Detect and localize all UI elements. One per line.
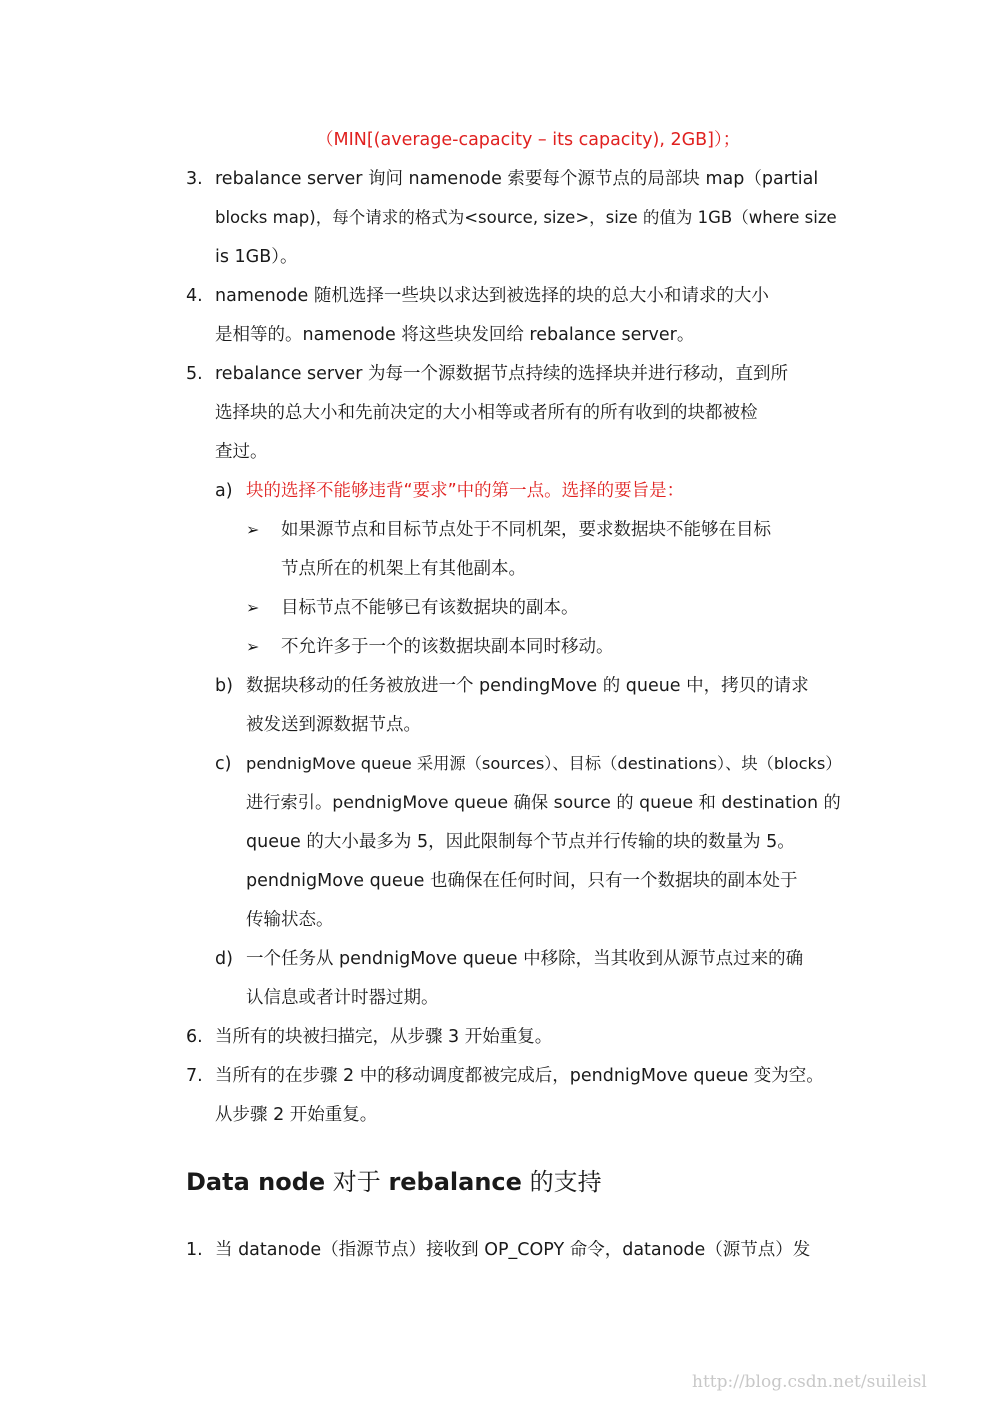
- item-c-line3: queue 的大小最多为 5，因此限制每个节点并行传输的块的数量为 5。: [246, 832, 795, 852]
- list-number-6: 6.: [186, 1027, 203, 1047]
- bullet2-line: 目标节点不能够已有该数据块的副本。: [281, 598, 579, 618]
- formula-line: （MIN[(average-capacity – its capacity), 2GB]）；: [316, 130, 741, 150]
- item5-line2: 选择块的总大小和先前决定的大小相等或者所有的所有收到的块都被检: [215, 403, 758, 423]
- sublist-marker-b: b): [215, 676, 233, 696]
- sublist-marker-d: d): [215, 949, 233, 969]
- item3-line1: rebalance server 询问 namenode 索要每个源节点的局部块 map（partial: [215, 169, 819, 189]
- bullet3-line: 不允许多于一个的该数据块副本同时移动。: [281, 637, 614, 657]
- arrow-bullet-icon: ➢: [246, 637, 260, 656]
- item6-line: 当所有的块被扫描完，从步骤 3 开始重复。: [215, 1027, 553, 1047]
- item-c-line1: pendnigMove queue 采用源（sources）、目标（destinations）、块（blocks）: [246, 754, 842, 773]
- watermark-url: http://blog.csdn.net/suileisl: [692, 1372, 927, 1392]
- item7-line1: 当所有的在步骤 2 中的移动调度都被完成后，pendnigMove queue 变为空。: [215, 1066, 824, 1086]
- heading-part-rebalance: rebalance: [388, 1168, 522, 1196]
- item4-line2: 是相等的。namenode 将这些块发回给 rebalance server。: [215, 325, 695, 345]
- item-d-line2: 认信息或者计时器过期。: [246, 988, 439, 1008]
- item-c-line5: 传输状态。: [246, 910, 334, 930]
- list-number-1: 1.: [186, 1240, 203, 1260]
- list-number-7: 7.: [186, 1066, 203, 1086]
- arrow-bullet-icon: ➢: [246, 520, 260, 539]
- item-c-line4: pendnigMove queue 也确保在任何时间，只有一个数据块的副本处于: [246, 871, 798, 891]
- bullet1-line1: 如果源节点和目标节点处于不同机架，要求数据块不能够在目标: [281, 520, 771, 540]
- sublist-marker-a: a): [215, 481, 233, 501]
- item3-line2: blocks map)，每个请求的格式为<source, size>，size 的值为 1GB（where size: [215, 208, 837, 227]
- heading-part-datanode: Data node: [186, 1168, 326, 1196]
- item7-line2: 从步骤 2 开始重复。: [215, 1105, 378, 1125]
- heading-part-for: 对于: [325, 1168, 389, 1196]
- arrow-bullet-icon: ➢: [246, 598, 260, 617]
- item-d-line1: 一个任务从 pendnigMove queue 中移除，当其收到从源节点过来的确: [246, 949, 804, 969]
- bullet1-line2: 节点所在的机架上有其他副本。: [281, 559, 526, 579]
- item3-line3: is 1GB）。: [215, 247, 298, 267]
- list-number-3: 3.: [186, 169, 203, 189]
- item-b-line1: 数据块移动的任务被放进一个 pendingMove 的 queue 中，拷贝的请求: [246, 676, 809, 696]
- list-number-4: 4.: [186, 286, 203, 306]
- item1-line: 当 datanode（指源节点）接收到 OP_COPY 命令，datanode（源节点）发: [215, 1240, 811, 1260]
- item4-line1: namenode 随机选择一些块以求达到被选择的块的总大小和请求的大小: [215, 286, 769, 306]
- item5-line3: 查过。: [215, 442, 268, 462]
- sublist-marker-c: c): [215, 754, 232, 774]
- item-b-line2: 被发送到源数据节点。: [246, 715, 421, 735]
- heading-part-support: 的支持: [521, 1168, 602, 1196]
- item-a-line: 块的选择不能够违背“要求”中的第一点。选择的要旨是：: [246, 481, 685, 501]
- section-heading: [186, 1166, 602, 1198]
- item-c-line2: 进行索引。pendnigMove queue 确保 source 的 queue 和 destination 的: [246, 793, 841, 813]
- list-number-5: 5.: [186, 364, 203, 384]
- item5-line1: rebalance server 为每一个源数据节点持续的选择块并进行移动，直到所: [215, 364, 788, 384]
